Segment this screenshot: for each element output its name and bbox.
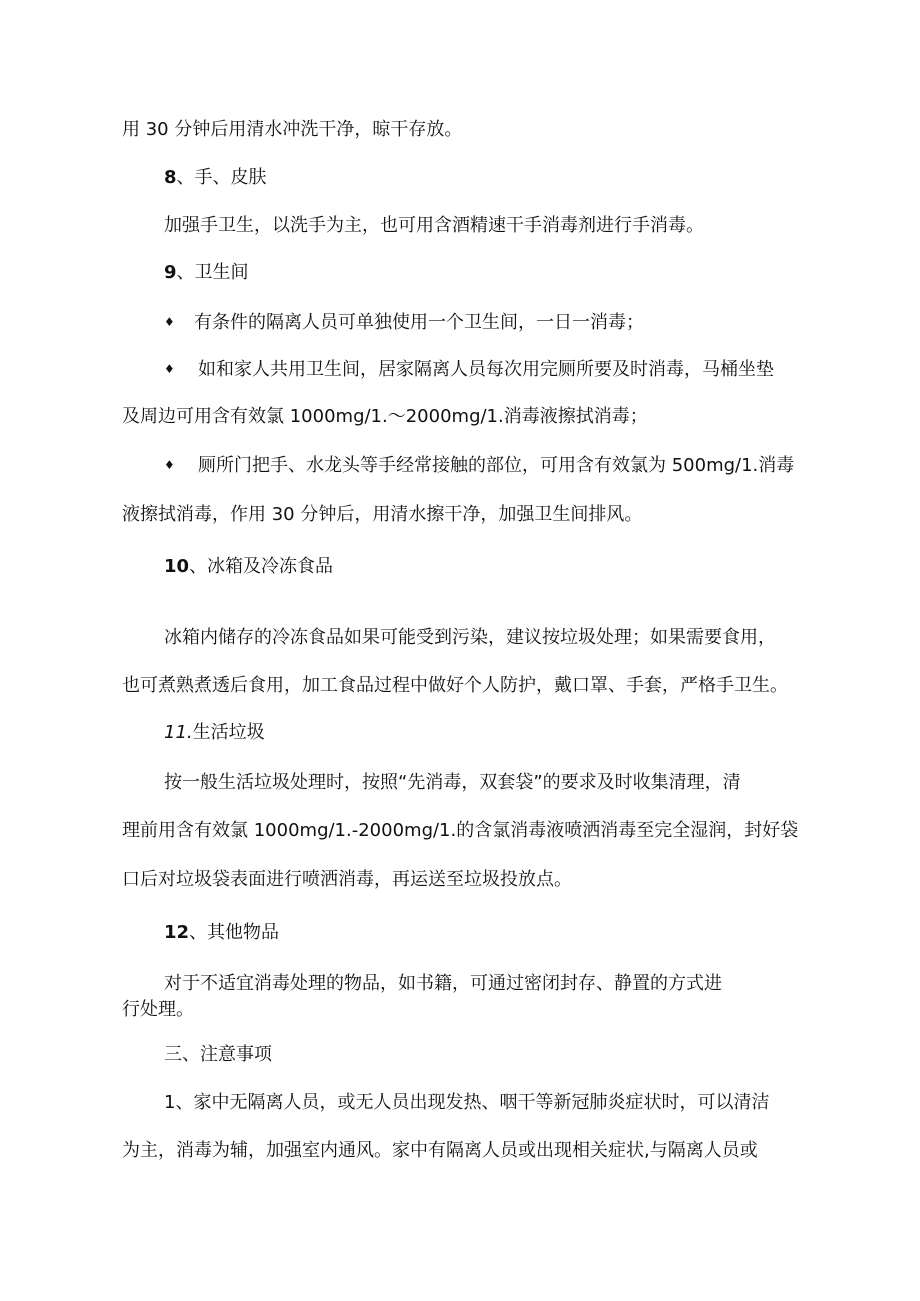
- bullet-text: 有条件的隔离人员可单独使用一个卫生间，一日一消毒；: [194, 312, 644, 333]
- section-heading-8: [164, 166, 267, 190]
- heading-number: 11.: [164, 722, 193, 743]
- text-line: 液擦拭消毒，作用 30 分钟后，用清水擦干净，加强卫生间排风。: [122, 504, 643, 525]
- text-line: 按一般生活垃圾处理时，按照“先消毒，双套袋”的要求及时收集清理，清: [164, 772, 741, 793]
- section-heading-10: [164, 555, 333, 579]
- text-line: 对于不适宜消毒处理的物品，如书籍，可通过密闭封存、静置的方式进: [164, 973, 722, 994]
- text-line: 及周边可用含有效氯 1000mg∕1.～2000mg∕1.消毒液擦拭消毒；: [122, 406, 648, 427]
- text-line: 行处理。: [122, 999, 194, 1020]
- bullet-item: [164, 310, 644, 335]
- diamond-bullet-icon: ♦: [164, 315, 175, 329]
- diamond-bullet-icon: ♦: [164, 362, 175, 376]
- text-line: 为主，消毒为辅，加强室内通风。家中有隔离人员或出现相关症状,与隔离人员或: [122, 1140, 758, 1161]
- text-line: 用 30 分钟后用清水冲洗干净，晾干存放。: [122, 119, 463, 140]
- section-heading-12: [164, 921, 279, 945]
- text-line: 口后对垃圾袋表面进行喷洒消毒，再运送至垃圾投放点。: [122, 869, 572, 890]
- heading-text: 、冰箱及冷冻食品: [189, 556, 334, 577]
- text-line: 加强手卫生，以洗手为主，也可用含酒精速干手消毒剂进行手消毒。: [164, 215, 704, 236]
- section-heading-11: [164, 721, 265, 745]
- heading-number: 9: [164, 262, 177, 283]
- section-heading-9: [164, 261, 249, 285]
- heading-text: 生活垃圾: [192, 722, 265, 743]
- bullet-item: [164, 357, 774, 382]
- bullet-text: 如和家人共用卫生间，居家隔离人员每次用完厕所要及时消毒，马桶坐垫: [198, 359, 774, 380]
- heading-text: 、手、皮肤: [176, 167, 267, 188]
- diamond-bullet-icon: ♦: [164, 458, 175, 472]
- heading-number: 10: [164, 556, 190, 577]
- heading-number: 8: [164, 167, 177, 188]
- heading-text: 、其他物品: [189, 922, 280, 943]
- section-heading-3: 三、注意事项: [164, 1044, 272, 1065]
- text-line: 冰箱内储存的冷冻食品如果可能受到污染，建议按垃圾处理；如果需要食用，: [164, 627, 776, 648]
- text-line: 也可煮熟煮透后食用，加工食品过程中做好个人防护，戴口罩、手套，严格手卫生。: [122, 675, 788, 696]
- bullet-text: 厕所门把手、水龙头等手经常接触的部位，可用含有效氯为 500mg∕1.消毒: [198, 455, 795, 476]
- text-line: 1、家中无隔离人员，或无人员出现发热、咽干等新冠肺炎症状时，可以清洁: [164, 1092, 770, 1113]
- heading-number: 12: [164, 922, 190, 943]
- heading-text: 、卫生间: [176, 262, 249, 283]
- text-line: 理前用含有效氯 1000mg∕1.-2000mg∕1.的含氯消毒液喷洒消毒至完全湿润，封好袋: [122, 820, 799, 841]
- bullet-item: [164, 453, 794, 478]
